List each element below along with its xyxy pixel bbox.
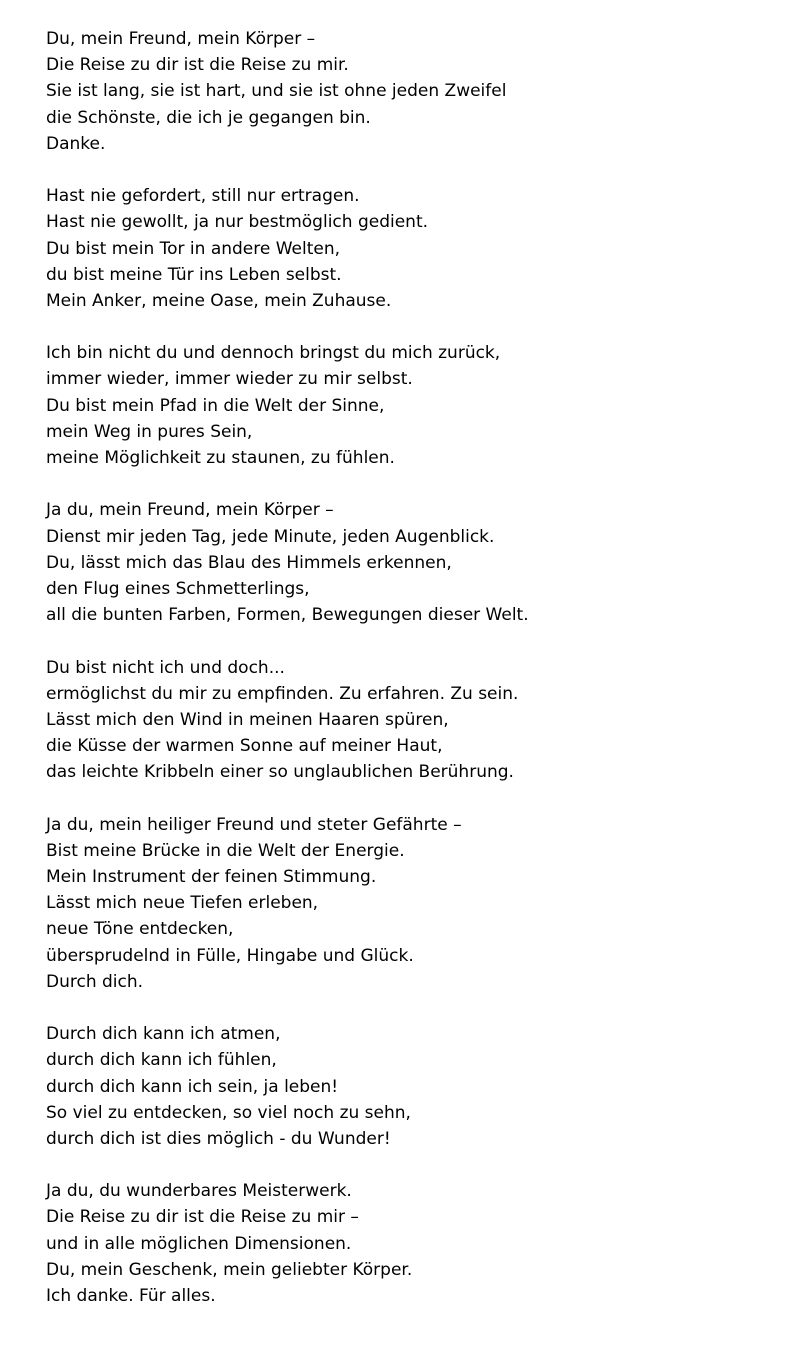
poem-line: durch dich kann ich fühlen,	[46, 1050, 277, 1071]
poem-line: Dienst mir jeden Tag, jede Minute, jeden Augenblick.	[46, 526, 495, 547]
poem-line: Ja du, mein heiliger Freund und steter Gefährte –	[46, 814, 462, 835]
poem-line: durch dich ist dies möglich - du Wunder!	[46, 1128, 391, 1149]
poem-line: Bist meine Brücke in die Welt der Energie.	[46, 840, 405, 861]
poem-stanza	[46, 26, 786, 157]
poem-line: Du bist mein Pfad in die Welt der Sinne,	[46, 395, 385, 416]
poem-line: Sie ist lang, sie ist hart, und sie ist ohne jeden Zweifel	[46, 81, 507, 102]
poem-line: übersprudelnd in Fülle, Hingabe und Glück.	[46, 945, 414, 966]
poem-line: Ich bin nicht du und dennoch bringst du mich zurück,	[46, 343, 501, 364]
poem-line: meine Möglichkeit zu staunen, zu fühlen.	[46, 448, 395, 468]
poem-line: Danke.	[46, 133, 106, 154]
poem-line: das leichte Kribbeln einer so unglaublichen Berührung.	[46, 762, 514, 783]
poem-line: Ich danke. Für alles.	[46, 1286, 216, 1306]
poem-line: Du, lässt mich das Blau des Himmels erkennen,	[46, 552, 452, 573]
poem-line: durch dich kann ich sein, ja leben!	[46, 1076, 339, 1097]
poem-stanza	[46, 812, 786, 995]
poem-line: Lässt mich den Wind in meinen Haaren spüren,	[46, 709, 449, 730]
poem-line: all die bunten Farben, Formen, Bewegungen dieser Welt.	[46, 605, 529, 626]
poem-line: Durch dich kann ich atmen,	[46, 1024, 281, 1045]
poem-stanza	[46, 655, 786, 786]
poem-line: Du, mein Geschenk, mein geliebter Körper.	[46, 1259, 413, 1280]
poem-line: Mein Instrument der feinen Stimmung.	[46, 867, 377, 887]
poem-line: Du, mein Freund, mein Körper –	[46, 29, 316, 49]
poem-line: Die Reise zu dir ist die Reise zu mir.	[46, 55, 349, 76]
poem-line: Hast nie gefordert, still nur ertragen.	[46, 186, 360, 207]
poem-line: und in alle möglichen Dimensionen.	[46, 1233, 352, 1254]
poem-line: Ja du, mein Freund, mein Körper –	[46, 500, 334, 521]
poem-line: mein Weg in pures Sein,	[46, 421, 253, 442]
poem-line: Lässt mich neue Tiefen erleben,	[46, 893, 319, 914]
poem-stanza	[46, 340, 786, 471]
poem-line: Du bist mein Tor in andere Welten,	[46, 238, 341, 259]
poem-stanza	[46, 497, 786, 628]
poem-stanza	[46, 183, 786, 314]
poem-line: die Schönste, die ich je gegangen bin.	[46, 107, 371, 128]
poem-line: Durch dich.	[46, 971, 144, 992]
poem-line: die Küsse der warmen Sonne auf meiner Haut,	[46, 736, 443, 757]
poem-line: So viel zu entdecken, so viel noch zu sehn,	[46, 1102, 411, 1123]
poem-document	[46, 26, 786, 1335]
poem-line: immer wieder, immer wieder zu mir selbst.	[46, 369, 413, 390]
poem-line: Die Reise zu dir ist die Reise zu mir –	[46, 1207, 359, 1228]
poem-line: neue Töne entdecken,	[46, 919, 234, 940]
poem-stanza	[46, 1178, 786, 1309]
poem-line: Hast nie gewollt, ja nur bestmöglich gedient.	[46, 212, 429, 233]
poem-stanza	[46, 1021, 786, 1152]
poem-line: du bist meine Tür ins Leben selbst.	[46, 264, 342, 285]
poem-line: Ja du, du wunderbares Meisterwerk.	[46, 1181, 352, 1202]
poem-line: Mein Anker, meine Oase, mein Zuhause.	[46, 290, 392, 311]
poem-line: den Flug eines Schmetterlings,	[46, 578, 310, 599]
poem-line: Du bist nicht ich und doch...	[46, 657, 285, 678]
poem-line: ermöglichst du mir zu empfinden. Zu erfahren. Zu sein.	[46, 683, 519, 704]
